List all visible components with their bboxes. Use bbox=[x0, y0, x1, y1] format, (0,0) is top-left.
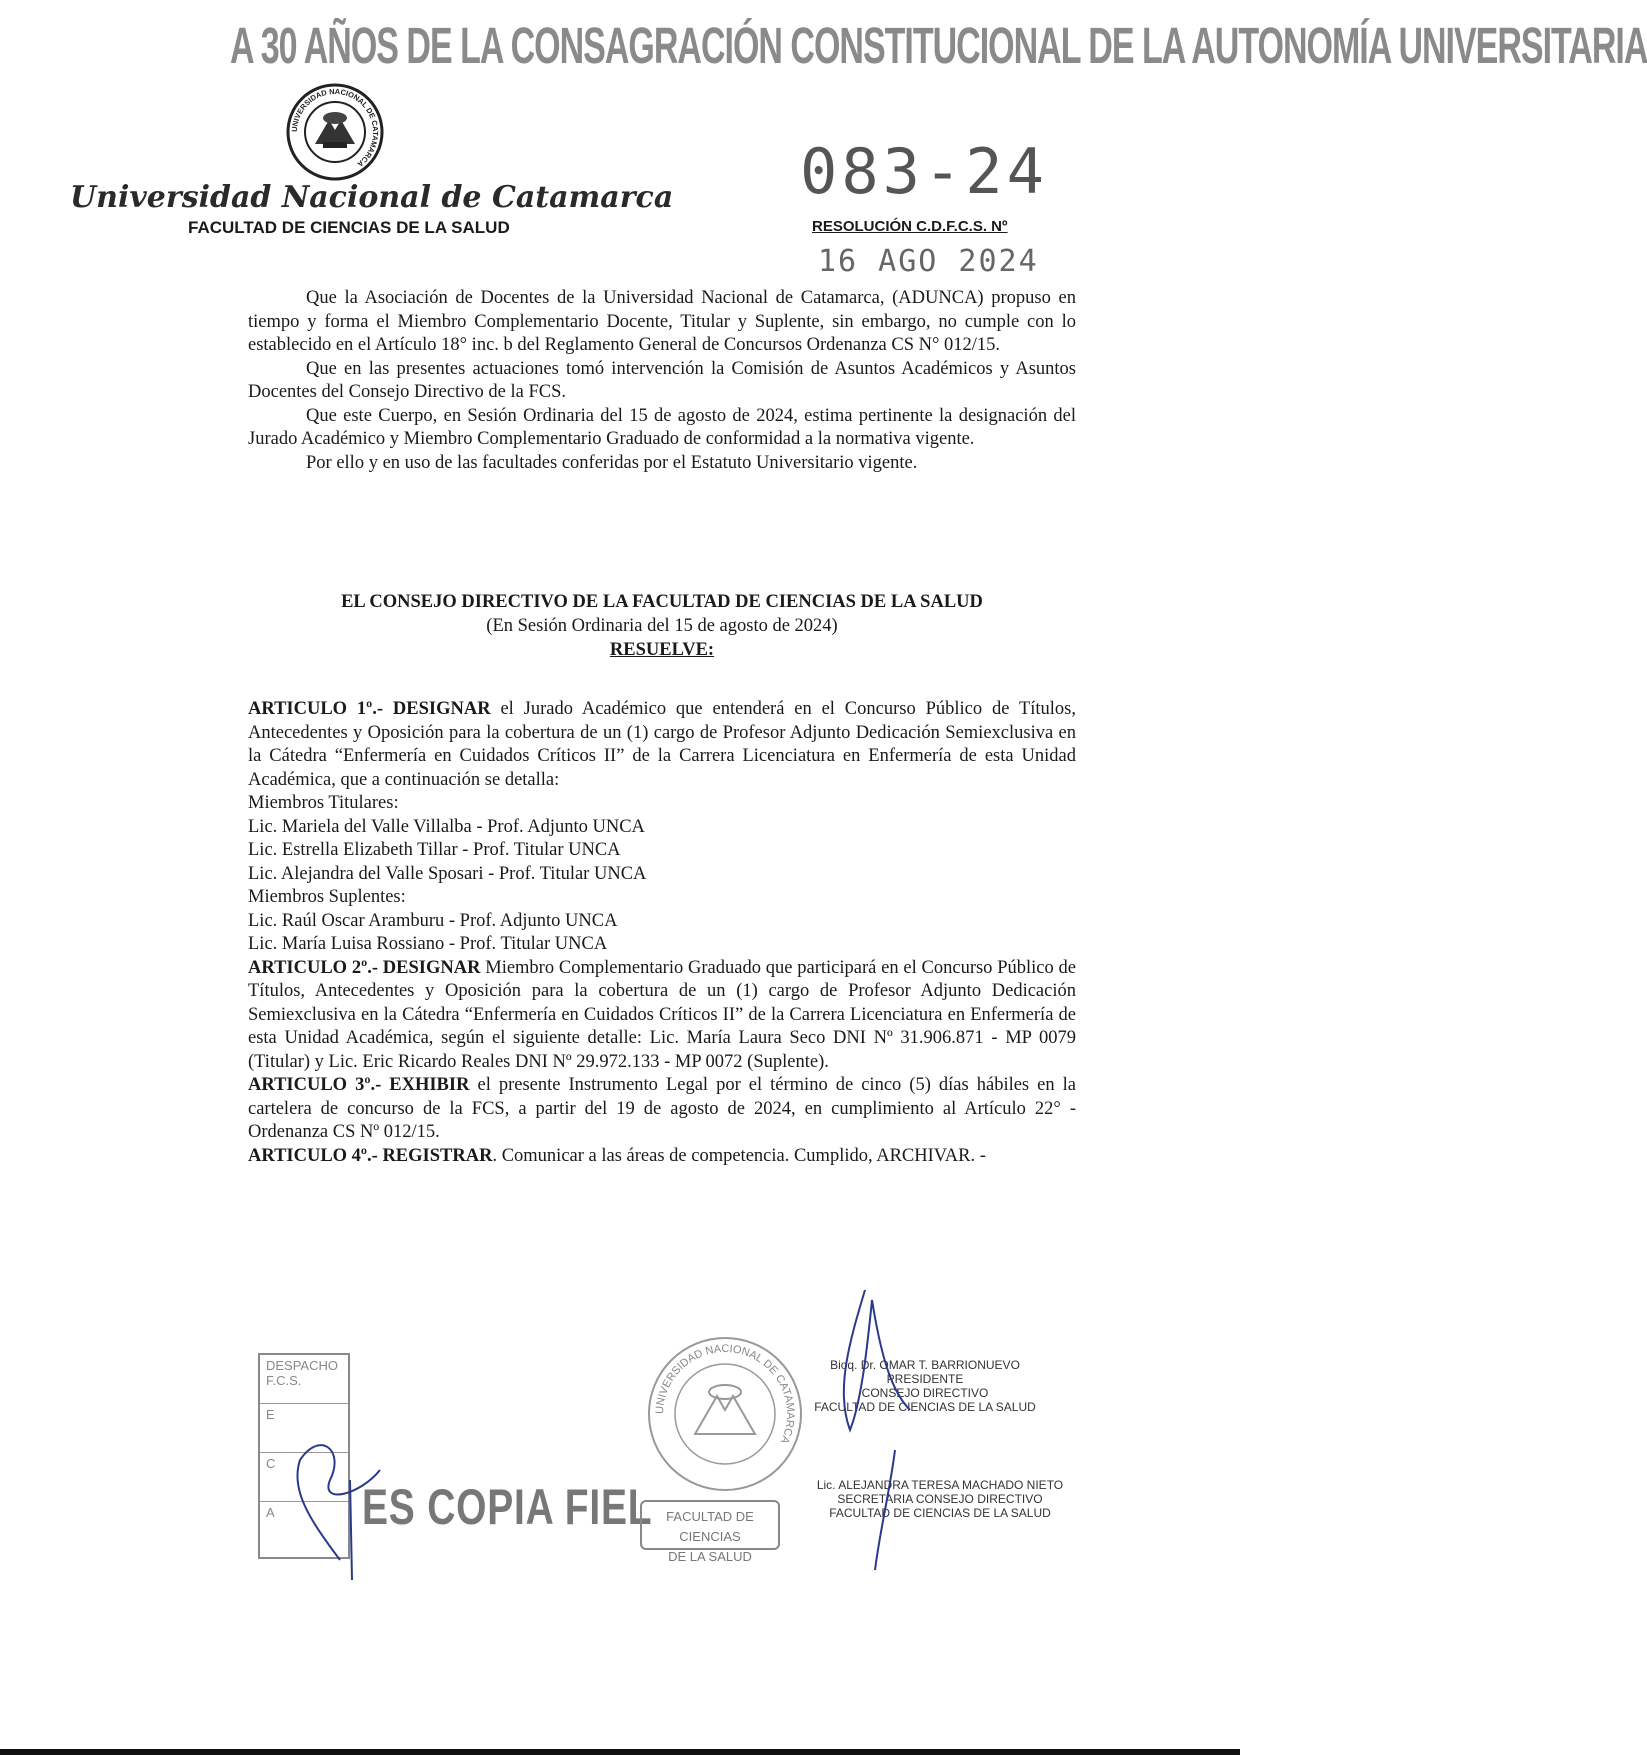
article-4 bbox=[248, 1145, 1076, 1169]
suplentes-label: Miembros Suplentes: bbox=[248, 887, 406, 907]
true-copy-stamp: ES COPIA FIEL bbox=[362, 1479, 653, 1535]
suplente-member: Lic. Raúl Oscar Aramburu - Prof. Adjunto UNCA bbox=[248, 910, 618, 931]
faculty-name: FACULTAD DE CIENCIAS DE LA SALUD bbox=[188, 218, 510, 237]
article-1 bbox=[248, 698, 1076, 792]
recital-paragraph: Que la Asociación de Docentes de la Universidad Nacional de Catamarca, (ADUNCA) propuso en tiempo y forma el Miembro Complementario Docente, Titular y Suplente, sin embargo, no cumple con lo establecido en el Artículo 18° inc. b del Reglamento General de Concursos Ordenanza CS N° 012/15. bbox=[248, 288, 1076, 355]
resolution-number-stamp: 083-24 bbox=[800, 135, 1048, 208]
titular-member: Lic. Mariela del Valle Villalba - Prof. Adjunto UNCA bbox=[248, 816, 645, 837]
article-3 bbox=[248, 1074, 1076, 1145]
recital-paragraph: Que en las presentes actuaciones tomó intervención la Comisión de Asuntos Académicos y Asuntos Docentes del Consejo Directivo de la FCS. bbox=[248, 358, 1076, 402]
resolution-label: RESOLUCIÓN C.D.F.C.S. Nº bbox=[812, 218, 1008, 235]
despacho-row: A bbox=[266, 1505, 275, 1520]
recital-paragraph: Por ello y en uso de las facultades conferidas por el Estatuto Universitario vigente. bbox=[306, 452, 918, 473]
recitals bbox=[248, 287, 1076, 475]
article-2-text: Miembro Complementario Graduado que participará en el Concurso Público de Títulos, Antecedentes y Oposición para la cobertura de un (1) cargo de Profesor Adjunto Dedicación Semiexclusiva en la Cátedra “Enfermería en Cuidados Críticos II” de la Carrera Licenciatura en Enfermería de esta Unidad Académica, según el siguiente detalle: Lic. María Laura Seco DNI Nº 31.906.871 - MP 0079 (Titular) y Lic. Eric Ricardo Reales DNI Nº 29.972.133 - MP 0072 (Suplente). bbox=[248, 957, 1077, 1072]
despacho-title: DESPACHO bbox=[266, 1358, 338, 1373]
council-title: EL CONSEJO DIRECTIVO DE LA FACULTAD DE CIENCIAS DE LA SALUD bbox=[341, 592, 983, 612]
commemorative-banner: A 30 AÑOS DE LA CONSAGRACIÓN CONSTITUCIONAL DE LA AUTONOMÍA UNIVERSITARIA bbox=[230, 18, 1647, 75]
faculty-stamp-line: FACULTAD DE CIENCIAS bbox=[666, 1509, 754, 1544]
signer-faculty: FACULTAD DE CIENCIAS DE LA SALUD bbox=[829, 1506, 1051, 1520]
signer-president bbox=[805, 1358, 1045, 1414]
article-1-head: ARTICULO 1º.- DESIGNAR bbox=[248, 699, 491, 719]
article-2-head: ARTICULO 2º.- DESIGNAR bbox=[248, 957, 481, 978]
logo-ring-text: UNIVERSIDAD NACIONAL DE CATAMARCA bbox=[289, 86, 381, 169]
signer-role: SECRETARIA CONSEJO DIRECTIVO bbox=[837, 1492, 1043, 1506]
recital-paragraph: Que este Cuerpo, en Sesión Ordinaria del 15 de agosto de 2024, estima pertinente la designación del Jurado Académico y Miembro Complementario Graduado de conformidad a la normativa vigente. bbox=[248, 405, 1076, 449]
seal-ring-text: UNIVERSIDAD NACIONAL DE CATAMARCA bbox=[653, 1342, 797, 1446]
faculty-stamp-line: DE LA SALUD bbox=[668, 1549, 752, 1564]
despacho-row: E bbox=[260, 1404, 348, 1453]
page-bottom-edge bbox=[0, 1749, 1240, 1755]
faculty-stamp bbox=[640, 1500, 780, 1564]
suplente-member: Lic. María Luisa Rossiano - Prof. Titular UNCA bbox=[248, 934, 608, 954]
despacho-stamp bbox=[258, 1353, 350, 1559]
titulares-label: Miembros Titulares: bbox=[248, 793, 399, 813]
article-3-head: ARTICULO 3º.- EXHIBIR bbox=[248, 1075, 470, 1095]
signer-secretary bbox=[805, 1478, 1075, 1520]
signer-faculty: FACULTAD DE CIENCIAS DE LA SALUD bbox=[814, 1400, 1036, 1414]
university-logo bbox=[285, 82, 385, 182]
university-name: Universidad Nacional de Catamarca bbox=[70, 180, 674, 215]
council-session: (En Sesión Ordinaria del 15 de agosto de 2024) bbox=[486, 616, 838, 636]
signer-role: PRESIDENTE bbox=[886, 1372, 964, 1386]
university-seal bbox=[645, 1334, 805, 1494]
articles bbox=[248, 698, 1076, 1168]
despacho-row: C bbox=[260, 1453, 348, 1502]
svg-text:UNIVERSIDAD NACIONAL DE CATAMA bbox=[654, 1343, 796, 1446]
titular-member: Lic. Alejandra del Valle Sposari - Prof. Titular UNCA bbox=[248, 863, 647, 884]
despacho-header bbox=[260, 1355, 348, 1404]
resolution-date-stamp: 16 AGO 2024 bbox=[818, 244, 1039, 279]
article-3-text: el presente Instrumento Legal por el término de cinco (5) días hábiles en la cartelera de concurso de la FCS, a partir del 19 de agosto de 2024, en cumplimiento al Artículo 22° - Ordenanza CS Nº 012/15. bbox=[248, 1075, 1076, 1142]
signer-name: Lic. ALEJANDRA TERESA MACHADO NIETO bbox=[816, 1478, 1064, 1492]
council-heading bbox=[248, 590, 1076, 662]
resolves-heading: RESUELVE: bbox=[609, 640, 715, 660]
signer-name: Bioq. Dr. OMAR T. BARRIONUEVO bbox=[830, 1358, 1020, 1372]
titular-member: Lic. Estrella Elizabeth Tillar - Prof. Titular UNCA bbox=[248, 840, 621, 860]
article-2 bbox=[248, 957, 1076, 1075]
despacho-subtitle: F.C.S. bbox=[266, 1373, 302, 1388]
article-1-text: el Jurado Académico que entenderá en el Concurso Público de Títulos, Antecedentes y Oposición para la cobertura de un (1) cargo de Profesor Adjunto Dedicación Semiexclusiva en la Cátedra “Enfermería en Cuidados Críticos II” de la Carrera Licenciatura en Enfermería de esta Unidad Académica, que a continuación se detalla: bbox=[248, 699, 1077, 790]
article-4-head: ARTICULO 4º.- REGISTRAR bbox=[248, 1145, 493, 1166]
article-4-text: . Comunicar a las áreas de competencia. Cumplido, ARCHIVAR. - bbox=[492, 1145, 986, 1166]
signer-org: CONSEJO DIRECTIVO bbox=[861, 1386, 989, 1400]
